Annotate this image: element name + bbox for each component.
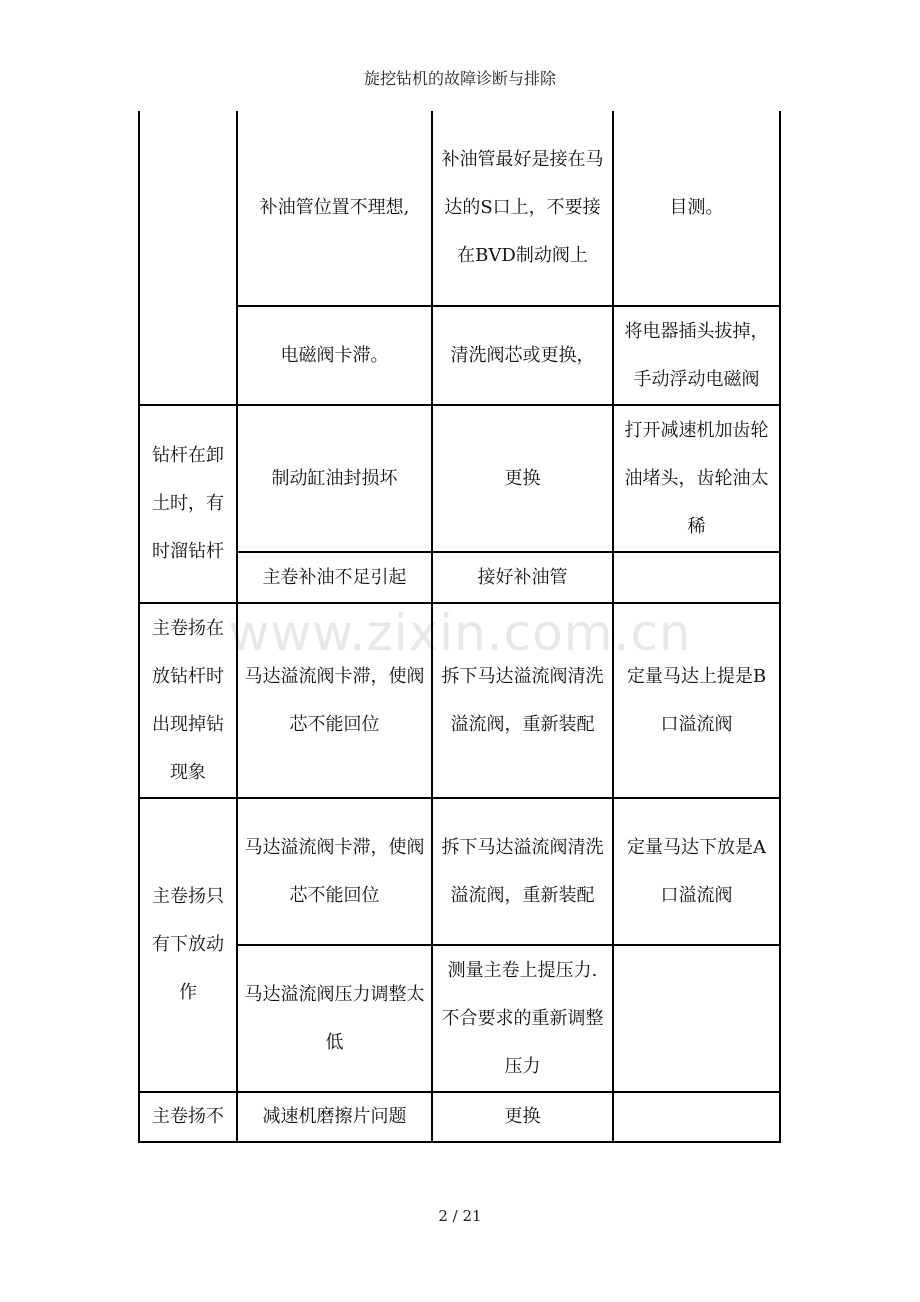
cause-cell: 主卷补油不足引起 xyxy=(237,552,432,603)
symptom-cell xyxy=(139,111,237,405)
cause-cell: 制动缸油封损坏 xyxy=(237,405,432,552)
remedy-cell: 清洗阀芯或更换， xyxy=(432,306,613,405)
remedy-cell: 拆下马达溢流阀清洗溢流阀，重新装配 xyxy=(432,603,613,798)
table-row xyxy=(139,1092,780,1142)
note-cell xyxy=(613,552,780,603)
symptom-cell: 钻杆在卸土时，有时溜钻杆 xyxy=(139,405,237,603)
remedy-cell: 接好补油管 xyxy=(432,552,613,603)
remedy-cell: 测量主卷上提压力.不合要求的重新调整压力 xyxy=(432,945,613,1092)
cause-cell: 补油管位置不理想, xyxy=(237,111,432,306)
note-cell: 定量马达上提是B口溢流阀 xyxy=(613,603,780,798)
table-row xyxy=(139,603,780,798)
note-cell xyxy=(613,1092,780,1142)
cause-cell: 马达溢流阀卡滞，使阀芯不能回位 xyxy=(237,798,432,945)
note-cell: 将电器插头拔掉，手动浮动电磁阀 xyxy=(613,306,780,405)
note-cell: 目测。 xyxy=(613,111,780,306)
remedy-cell: 补油管最好是接在马达的S口上，不要接在BVD制动阀上 xyxy=(432,111,613,306)
cause-cell: 减速机磨擦片问题 xyxy=(237,1092,432,1142)
remedy-cell: 拆下马达溢流阀清洗溢流阀，重新装配 xyxy=(432,798,613,945)
table-row xyxy=(139,111,780,306)
remedy-cell: 更换 xyxy=(432,405,613,552)
note-cell xyxy=(613,945,780,1092)
cause-cell: 马达溢流阀卡滞，使阀芯不能回位 xyxy=(237,603,432,798)
page-header: 旋挖钻机的故障诊断与排除 xyxy=(363,69,556,88)
troubleshooting-table xyxy=(138,111,781,1143)
note-cell: 定量马达下放是A口溢流阀 xyxy=(613,798,780,945)
table-row xyxy=(139,405,780,552)
cause-cell: 电磁阀卡滞。 xyxy=(237,306,432,405)
symptom-cell: 主卷扬只有下放动作 xyxy=(139,798,237,1092)
cause-cell: 马达溢流阀压力调整太低 xyxy=(237,945,432,1092)
page-number: 2 / 21 xyxy=(438,1207,482,1225)
table-row xyxy=(139,798,780,945)
symptom-cell: 主卷扬在放钻杆时出现掉钻现象 xyxy=(139,603,237,798)
note-cell: 打开减速机加齿轮油堵头，齿轮油太稀 xyxy=(613,405,780,552)
watermark: www.zixin.com.cn xyxy=(228,604,692,662)
remedy-cell: 更换 xyxy=(432,1092,613,1142)
symptom-cell: 主卷扬不 xyxy=(139,1092,237,1142)
